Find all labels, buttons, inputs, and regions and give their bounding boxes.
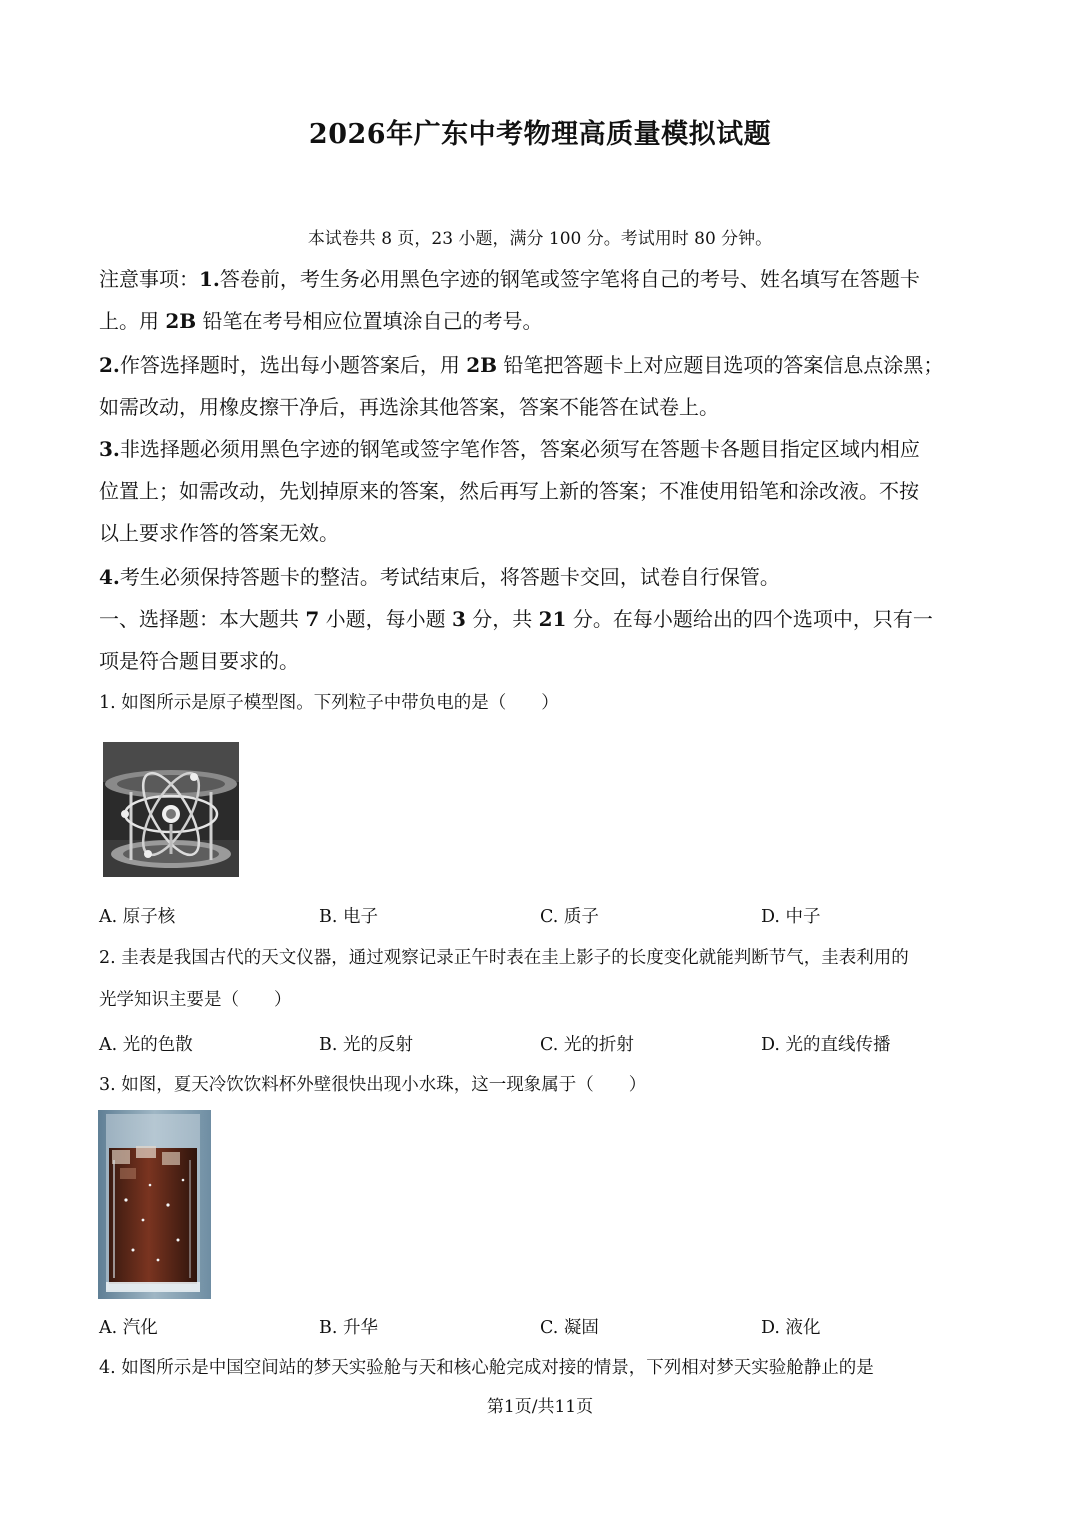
question-2-stem-b: 光学知识主要是（ ） [99,990,292,1010]
note-4-text: 考生必须保持答题卡的整洁。考试结束后，将答题卡交回，试卷自行保管。 [119,565,780,589]
question-4-stem: 4. 如图所示是中国空间站的梦天实验舱与天和核心舱完成对接的情景，下列相对梦天实验舱静止的是 [99,1358,874,1378]
note-2-text-c: 如需改动，用橡皮擦干净后，再选涂其他答案，答案不能答在试卷上。 [99,395,719,419]
q3-option-a[interactable]: A. 汽化 [99,1318,158,1338]
question-1-stem: 1. 如图所示是原子模型图。下列粒子中带负电的是（ ） [99,693,559,713]
section-text-d: 分，共 [465,607,539,631]
question-3-stem: 3. 如图，夏天冷饮饮料杯外壁很快出现小水珠，这一现象属于（ ） [99,1075,647,1095]
q2-option-a[interactable]: A. 光的色散 [99,1035,193,1055]
page-number: 第1页/共11页 [486,1397,594,1417]
note-1-text-c: 铅笔在考号相应位置填涂自己的考号。 [196,309,543,333]
q1-option-a[interactable]: A. 原子核 [99,907,176,927]
question-2-stem [99,937,983,1021]
section-heading [99,598,983,682]
q2-option-d[interactable]: D. 光的直线传播 [761,1035,891,1055]
section-count: 7 [305,607,320,631]
note-1-text-a: 答卷前，考生务必用黑色字迹的钢笔或签字笔将自己的考号、姓名填写在答题卡 [219,267,920,291]
note-2 [99,344,983,428]
question-2-stem-a: 2. 圭表是我国古代的天文仪器，通过观察记录正午时表在圭上影子的长度变化就能判断节气，圭表利用的 [99,948,909,968]
atom-model-figure [103,742,239,877]
note-3-text-a: 非选择题必须用黑色字迹的钢笔或签字笔作答，答案必须写在答题卡各题目指定区域内相应 [119,437,920,461]
question-1-options [99,903,983,933]
exam-info: 本试卷共 8 页，23 小题，满分 100 分。考试用时 80 分钟。 [307,229,773,249]
q2-option-c[interactable]: C. 光的折射 [540,1035,634,1055]
q3-option-b[interactable]: B. 升华 [319,1318,378,1338]
q3-option-d[interactable]: D. 液化 [761,1318,821,1338]
section-text-e: 分。在每小题给出的四个选项中，只有一 [566,607,933,631]
note-2-text-b: 铅笔把答题卡上对应题目选项的答案信息点涂黑； [497,353,944,377]
page-title: 2026年广东中考物理高质量模拟试题 [308,119,772,150]
q1-option-c[interactable]: C. 质子 [540,907,599,927]
note-3-number: 3. [99,437,120,461]
note-2-number: 2. [99,353,120,377]
q1-option-d[interactable]: D. 中子 [761,907,821,927]
note-2-bold: 2B [466,353,498,377]
question-2-options [99,1031,983,1061]
section-text-c: 小题，每小题 [319,607,452,631]
note-3 [99,428,983,554]
cold-drink-glass-figure [98,1110,211,1299]
notes-prefix: 注意事项： [99,267,199,291]
question-3-options [99,1314,983,1344]
section-total: 21 [538,607,567,631]
note-1 [99,258,983,342]
note-3-text-c: 以上要求作答的答案无效。 [99,521,339,545]
section-text-f: 项是符合题目要求的。 [99,649,299,673]
note-4 [99,556,983,598]
note-1-number: 1. [199,267,220,291]
section-text-a: 一、选择题：本大题共 [99,607,306,631]
note-2-text-a: 作答选择题时，选出每小题答案后，用 [119,353,467,377]
note-3-text-b: 位置上；如需改动，先划掉原来的答案，然后再写上新的答案；不准使用铅笔和涂改液。不按 [99,479,919,503]
note-1-text-b: 上。用 [99,309,166,333]
q1-option-b[interactable]: B. 电子 [319,907,378,927]
note-1-bold: 2B [165,309,197,333]
note-4-number: 4. [99,565,120,589]
q3-option-c[interactable]: C. 凝固 [540,1318,599,1338]
section-points-each: 3 [452,607,466,631]
q2-option-b[interactable]: B. 光的反射 [319,1035,413,1055]
